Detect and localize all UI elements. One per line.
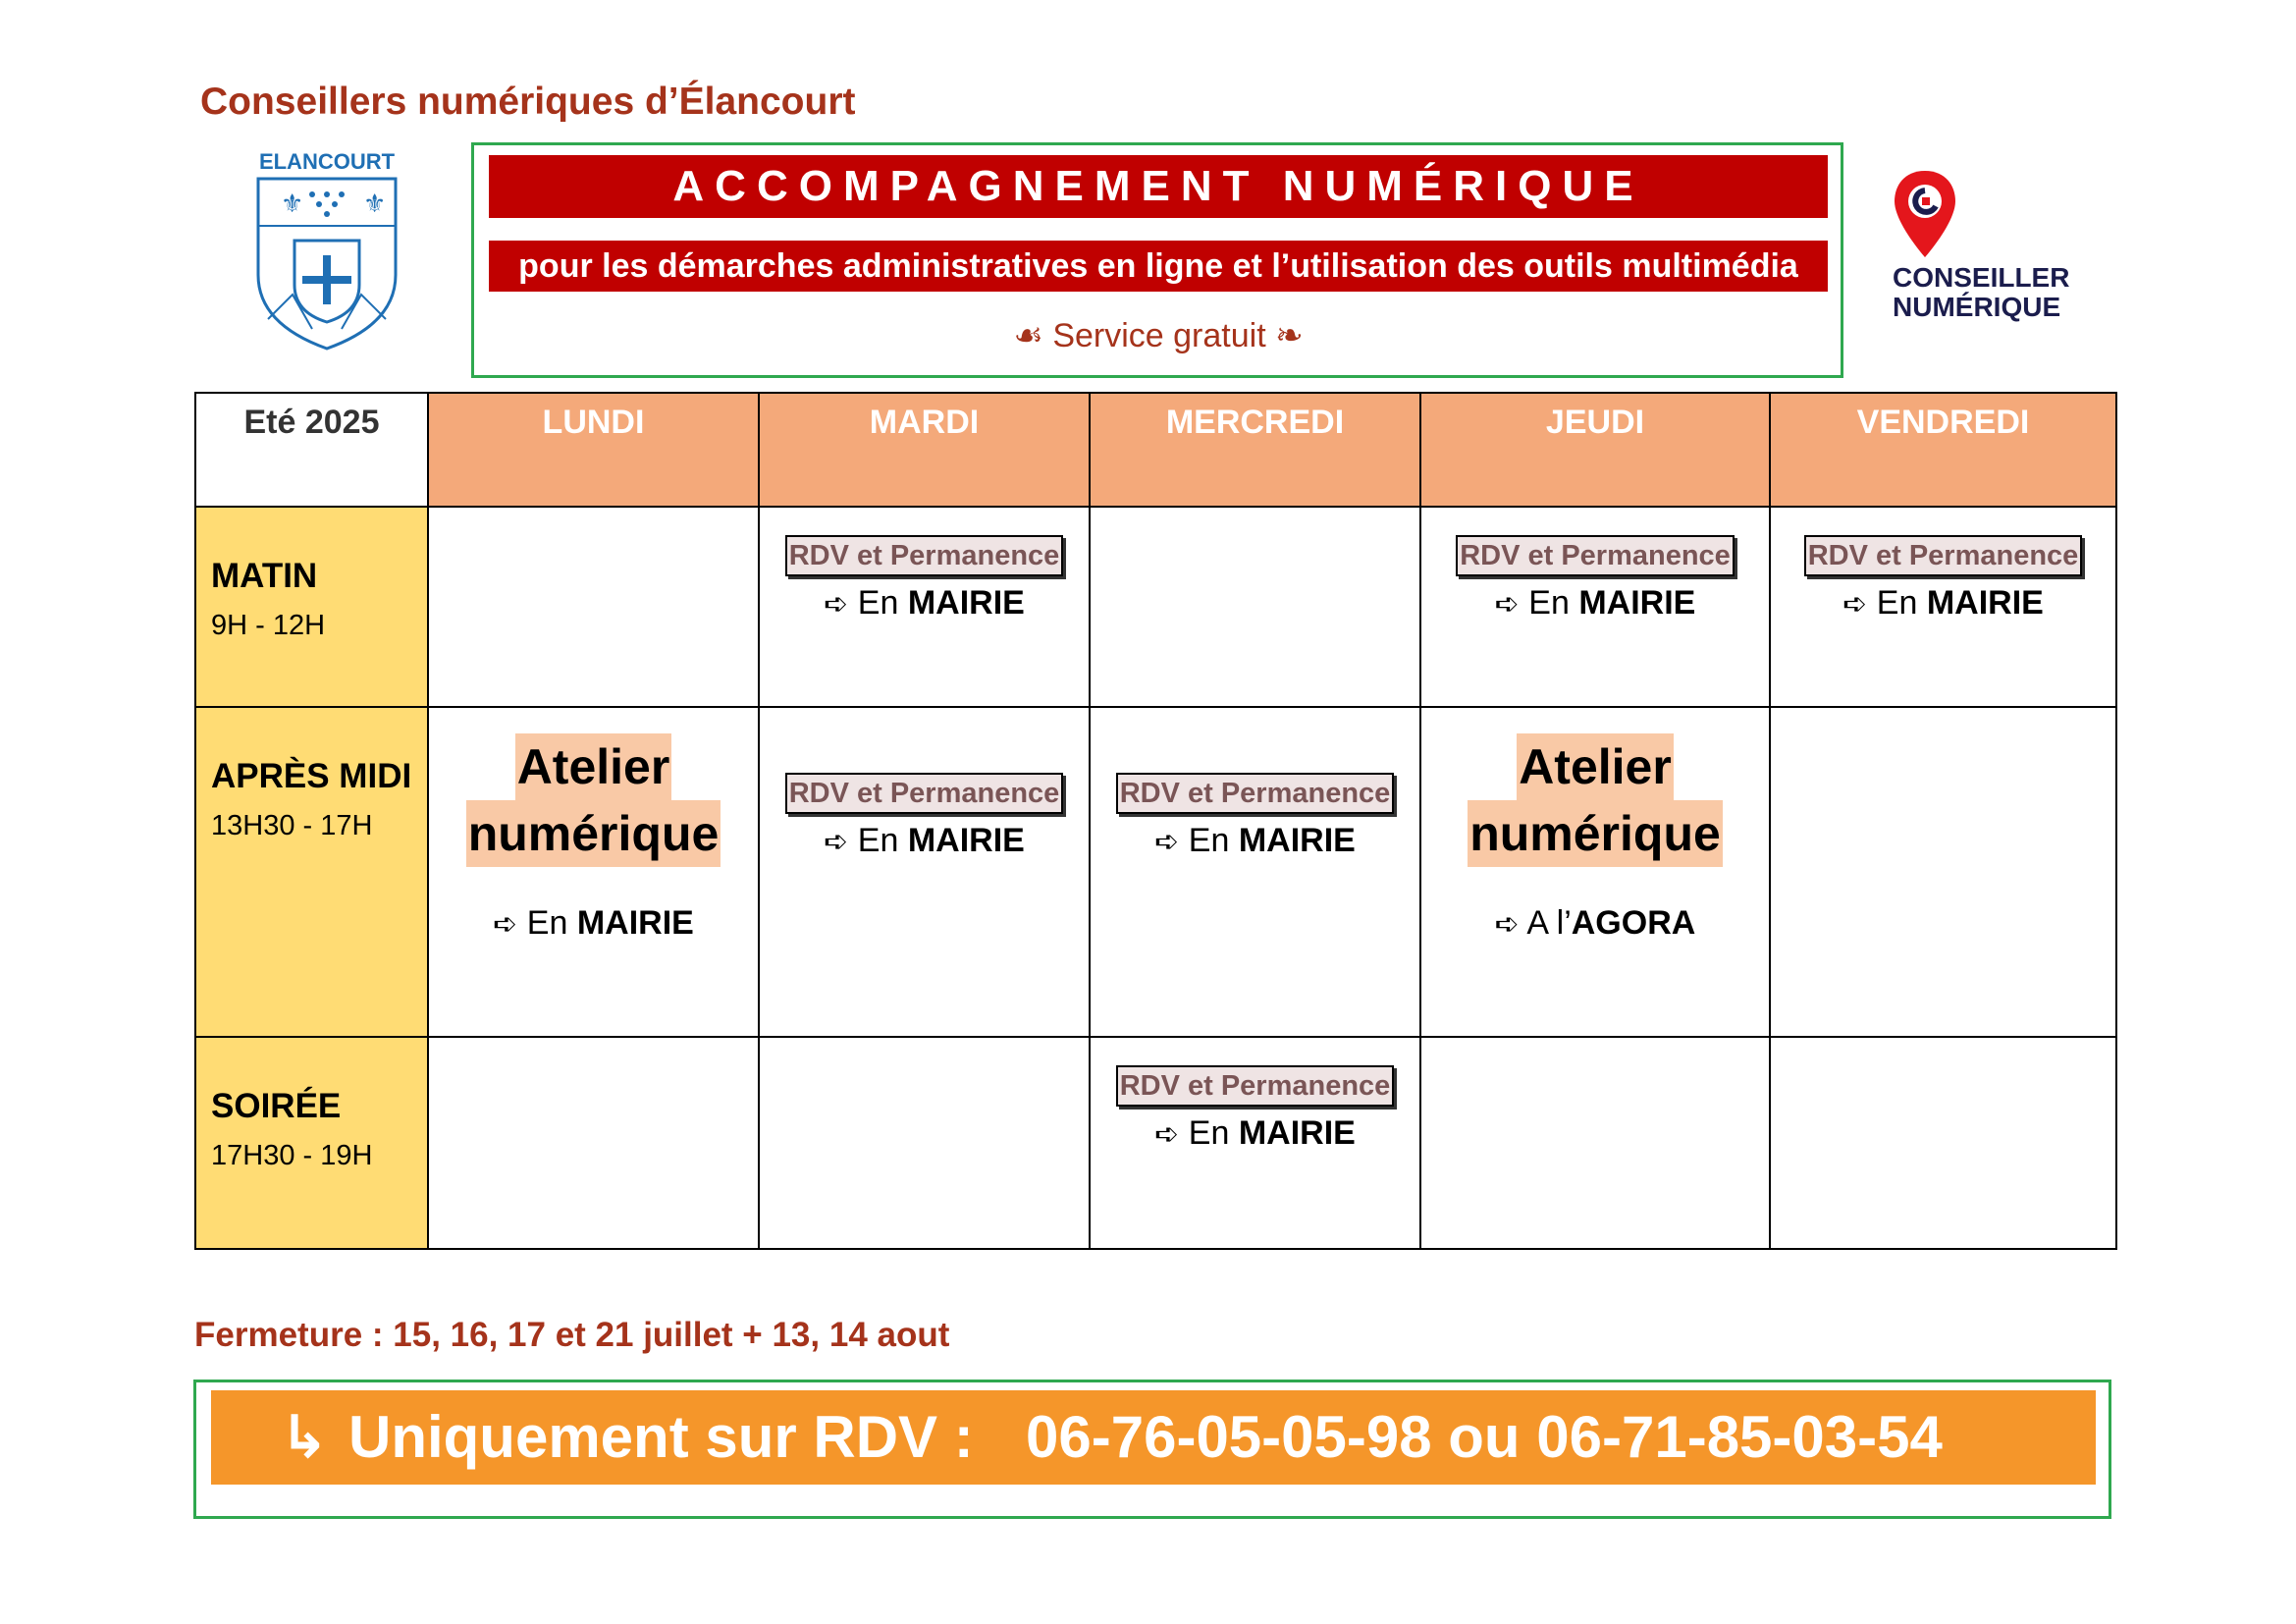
atelier-line-1: Atelier: [1517, 733, 1674, 800]
logo-line-1: CONSEILLER: [1893, 262, 2070, 293]
arrow-right-icon: ➪: [1154, 1118, 1180, 1151]
subtitle-banner: pour les démarches administratives en ligne et l’utilisation des outils multimédia: [489, 241, 1828, 292]
org-title: Conseillers numériques d’Élancourt: [200, 81, 856, 123]
svg-text:⚜: ⚜: [281, 189, 304, 218]
slot-label: [195, 707, 428, 1037]
slot-name: MATIN: [211, 557, 318, 595]
location-line: ➪ A l’AGORA: [1494, 904, 1696, 942]
rdv-bar: [211, 1390, 2096, 1485]
arrow-right-icon: ➪: [1494, 588, 1520, 621]
schedule-cell: [1090, 1037, 1420, 1249]
schedule-cell-empty: [1420, 1037, 1770, 1249]
day-header: JEUDI: [1420, 393, 1770, 507]
rdv-badge: RDV et Permanence: [1804, 535, 2083, 576]
table-row-evening: [195, 1037, 2116, 1249]
schedule-cell: [759, 707, 1090, 1037]
schedule-cell: [428, 707, 759, 1037]
rdv-badge: RDV et Permanence: [1456, 535, 1735, 576]
conseiller-numerique-logo-text: [1893, 263, 2069, 322]
svg-text:⚜: ⚜: [363, 189, 387, 218]
day-header: VENDREDI: [1770, 393, 2116, 507]
day-header: LUNDI: [428, 393, 759, 507]
arrow-right-icon: ➪: [824, 826, 849, 858]
elancourt-crest-logo: [253, 147, 400, 353]
slot-label: [195, 507, 428, 707]
table-row-morning: [195, 507, 2116, 707]
slot-time: 9H - 12H: [211, 610, 326, 641]
schedule-cell-empty: [759, 1037, 1090, 1249]
schedule-cell: [1420, 507, 1770, 707]
arrow-right-icon: ➪: [1842, 588, 1868, 621]
arrow-right-icon: ➪: [1154, 826, 1180, 858]
atelier-line-1: Atelier: [515, 733, 672, 800]
schedule-cell-empty: [428, 1037, 759, 1249]
atelier-block: [429, 733, 758, 867]
day-header: MARDI: [759, 393, 1090, 507]
location-line: ➪ En MAIRIE: [1154, 822, 1356, 859]
slot-label: [195, 1037, 428, 1249]
free-service-text: Service gratuit: [1052, 317, 1266, 354]
arrow-right-icon: ➪: [1494, 908, 1520, 941]
schedule-table: [194, 392, 2117, 1250]
location-line: ➪ En MAIRIE: [1494, 584, 1696, 622]
schedule-cell-empty: [428, 507, 759, 707]
schedule-cell: [759, 507, 1090, 707]
rdv-badge: RDV et Permanence: [785, 773, 1064, 814]
slot-time: 13H30 - 17H: [211, 810, 373, 841]
slot-time: 17H30 - 19H: [211, 1140, 373, 1171]
slot-name: APRÈS MIDI: [211, 757, 412, 795]
rdv-label: Uniquement sur RDV :: [348, 1404, 974, 1470]
slot-name: SOIRÉE: [211, 1087, 342, 1125]
schedule-cell-empty: [1770, 707, 2116, 1037]
location-line: ➪ En MAIRIE: [1154, 1114, 1356, 1152]
closure-notice: Fermeture : 15, 16, 17 et 21 juillet + 13, 14 aout: [194, 1316, 950, 1354]
main-title: ACCOMPAGNEMENT NUMÉRIQUE: [489, 155, 1828, 218]
phone-numbers[interactable]: 06-76-05-05-98 ou 06-71-85-03-54: [1026, 1404, 1943, 1470]
location-line: ➪ En MAIRIE: [1842, 584, 2044, 622]
rdv-badge: RDV et Permanence: [1116, 773, 1395, 814]
free-service-line: [489, 316, 1828, 355]
logo-line-2: NUMÉRIQUE: [1893, 292, 2061, 322]
atelier-block: [1421, 733, 1769, 867]
location-line: ➪ En MAIRIE: [493, 904, 694, 942]
atelier-line-2: numérique: [1468, 800, 1723, 867]
arrow-right-icon: ➪: [824, 588, 849, 621]
crest-label: ELANCOURT: [258, 149, 396, 174]
ornament-left-icon: ☙: [1013, 317, 1043, 354]
table-header-row: [195, 393, 2116, 507]
schedule-cell: [1770, 507, 2116, 707]
season-label: Eté 2025: [195, 393, 428, 507]
ornament-right-icon: ❧: [1275, 317, 1304, 354]
rdv-badge: RDV et Permanence: [785, 535, 1064, 576]
arrow-down-right-icon: ↳: [280, 1404, 330, 1470]
schedule-cell: [1090, 707, 1420, 1037]
schedule-cell-empty: [1770, 1037, 2116, 1249]
day-header: MERCREDI: [1090, 393, 1420, 507]
schedule-cell-empty: [1090, 507, 1420, 707]
arrow-right-icon: ➪: [493, 908, 518, 941]
table-row-afternoon: [195, 707, 2116, 1037]
location-line: ➪ En MAIRIE: [824, 822, 1025, 859]
schedule-cell: [1420, 707, 1770, 1037]
rdv-badge: RDV et Permanence: [1116, 1065, 1395, 1107]
atelier-line-2: numérique: [466, 800, 721, 867]
location-line: ➪ En MAIRIE: [824, 584, 1025, 622]
